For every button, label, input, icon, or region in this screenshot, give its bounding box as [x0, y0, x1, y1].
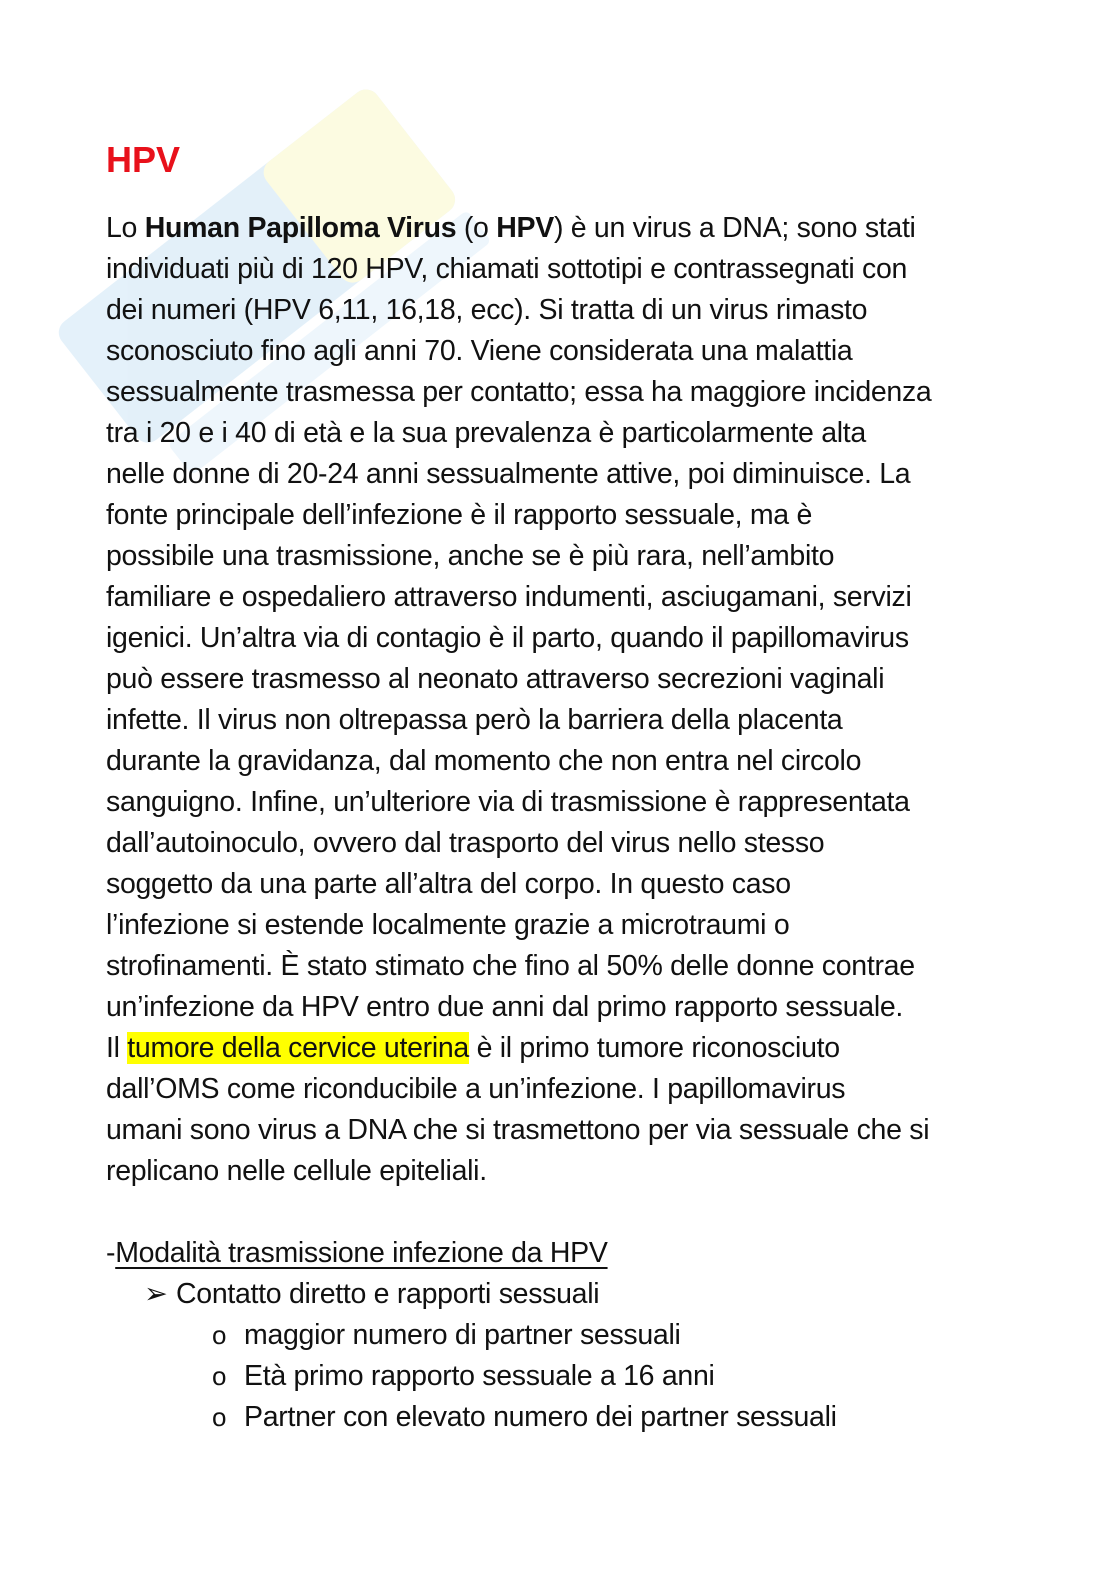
paragraph-line: fonte principale dell’infezione è il rapporto sessuale, ma è — [106, 499, 813, 531]
sub-list-item — [106, 1315, 1016, 1356]
paragraph-line: nelle donne di 20-24 anni sessualmente attive, poi diminuisce. La — [106, 458, 911, 490]
arrow-bullet-icon: ➢ — [144, 1278, 168, 1310]
paragraph-line: tra i 20 e i 40 di età e la sua prevalenza è particolarmente alta — [106, 417, 866, 449]
main-paragraph — [106, 208, 1016, 1192]
highlighted-term: tumore della cervice uterina — [127, 1032, 469, 1064]
paragraph-line: può essere trasmesso al neonato attraverso secrezioni vaginali — [106, 663, 885, 695]
paragraph-line: l’infezione si estende localmente grazie a microtraumi o — [106, 909, 790, 941]
document-content — [106, 134, 1016, 1438]
paragraph-line: individuati più di 120 HPV, chiamati sottotipi e contrassegnati con — [106, 253, 908, 285]
paragraph-line: durante la gravidanza, dal momento che non entra nel circolo — [106, 745, 862, 777]
text-run: (o — [456, 212, 497, 244]
bold-term: HPV — [496, 212, 554, 244]
paragraph-line: sanguigno. Infine, un’ulteriore via di trasmissione è rappresentata — [106, 786, 910, 818]
circle-bullet-icon: o — [212, 1361, 227, 1391]
paragraph-line: dall’autoinoculo, ovvero dal trasporto del virus nello stesso — [106, 827, 825, 859]
paragraph-line: familiare e ospedaliero attraverso indumenti, asciugamani, servizi — [106, 581, 912, 613]
transmission-section — [106, 1233, 1016, 1438]
paragraph-line — [106, 208, 1016, 249]
list-item — [106, 1274, 1016, 1315]
circle-bullet-icon: o — [212, 1320, 227, 1350]
paragraph-line: replicano nelle cellule epiteliali. — [106, 1155, 487, 1187]
paragraph-line: possibile una trasmissione, anche se è più rara, nell’ambito — [106, 540, 835, 572]
paragraph-line — [106, 1028, 1016, 1069]
sub-list-item-text: Partner con elevato numero dei partner sessuali — [244, 1401, 837, 1433]
text-run: è il primo tumore riconosciuto — [468, 1032, 840, 1064]
paragraph-line: dall’OMS come riconducibile a un’infezione. I papillomavirus — [106, 1073, 846, 1105]
list-item-text: Contatto diretto e rapporti sessuali — [176, 1278, 600, 1310]
paragraph-line: sessualmente trasmessa per contatto; essa ha maggiore incidenza — [106, 376, 932, 408]
bold-term: Human Papilloma Virus — [144, 212, 457, 244]
paragraph-line: igenici. Un’altra via di contagio è il parto, quando il papillomavirus — [106, 622, 909, 654]
sub-list-item — [106, 1356, 1016, 1397]
circle-bullet-icon: o — [212, 1402, 227, 1432]
paragraph-line: soggetto da una parte all’altra del corpo. In questo caso — [106, 868, 791, 900]
paragraph-line: strofinamenti. È stato stimato che fino al 50% delle donne contrae — [106, 950, 915, 982]
text-run: ) è un virus a DNA; sono stati — [553, 212, 916, 244]
paragraph-line: sconosciuto fino agli anni 70. Viene considerata una malattia — [106, 335, 853, 367]
section-heading — [106, 1233, 1016, 1274]
paragraph-line: infette. Il virus non oltrepassa però la barriera della placenta — [106, 704, 843, 736]
paragraph-line: umani sono virus a DNA che si trasmettono per via sessuale che si — [106, 1114, 930, 1146]
heading-text: Modalità trasmissione infezione da HPV — [115, 1237, 608, 1269]
paragraph-line: dei numeri (HPV 6,11, 16,18, ecc). Si tratta di un virus rimasto — [106, 294, 868, 326]
sub-list-item-text: Età primo rapporto sessuale a 16 anni — [244, 1360, 715, 1392]
sub-list-item — [106, 1397, 1016, 1438]
paragraph-line: un’infezione da HPV entro due anni dal primo rapporto sessuale. — [106, 991, 904, 1023]
text-run: Il — [106, 1032, 128, 1064]
sub-list-item-text: maggior numero di partner sessuali — [244, 1319, 681, 1351]
heading-dash: - — [106, 1237, 116, 1269]
page-title: HPV — [106, 139, 181, 180]
text-run: Lo — [106, 212, 145, 244]
